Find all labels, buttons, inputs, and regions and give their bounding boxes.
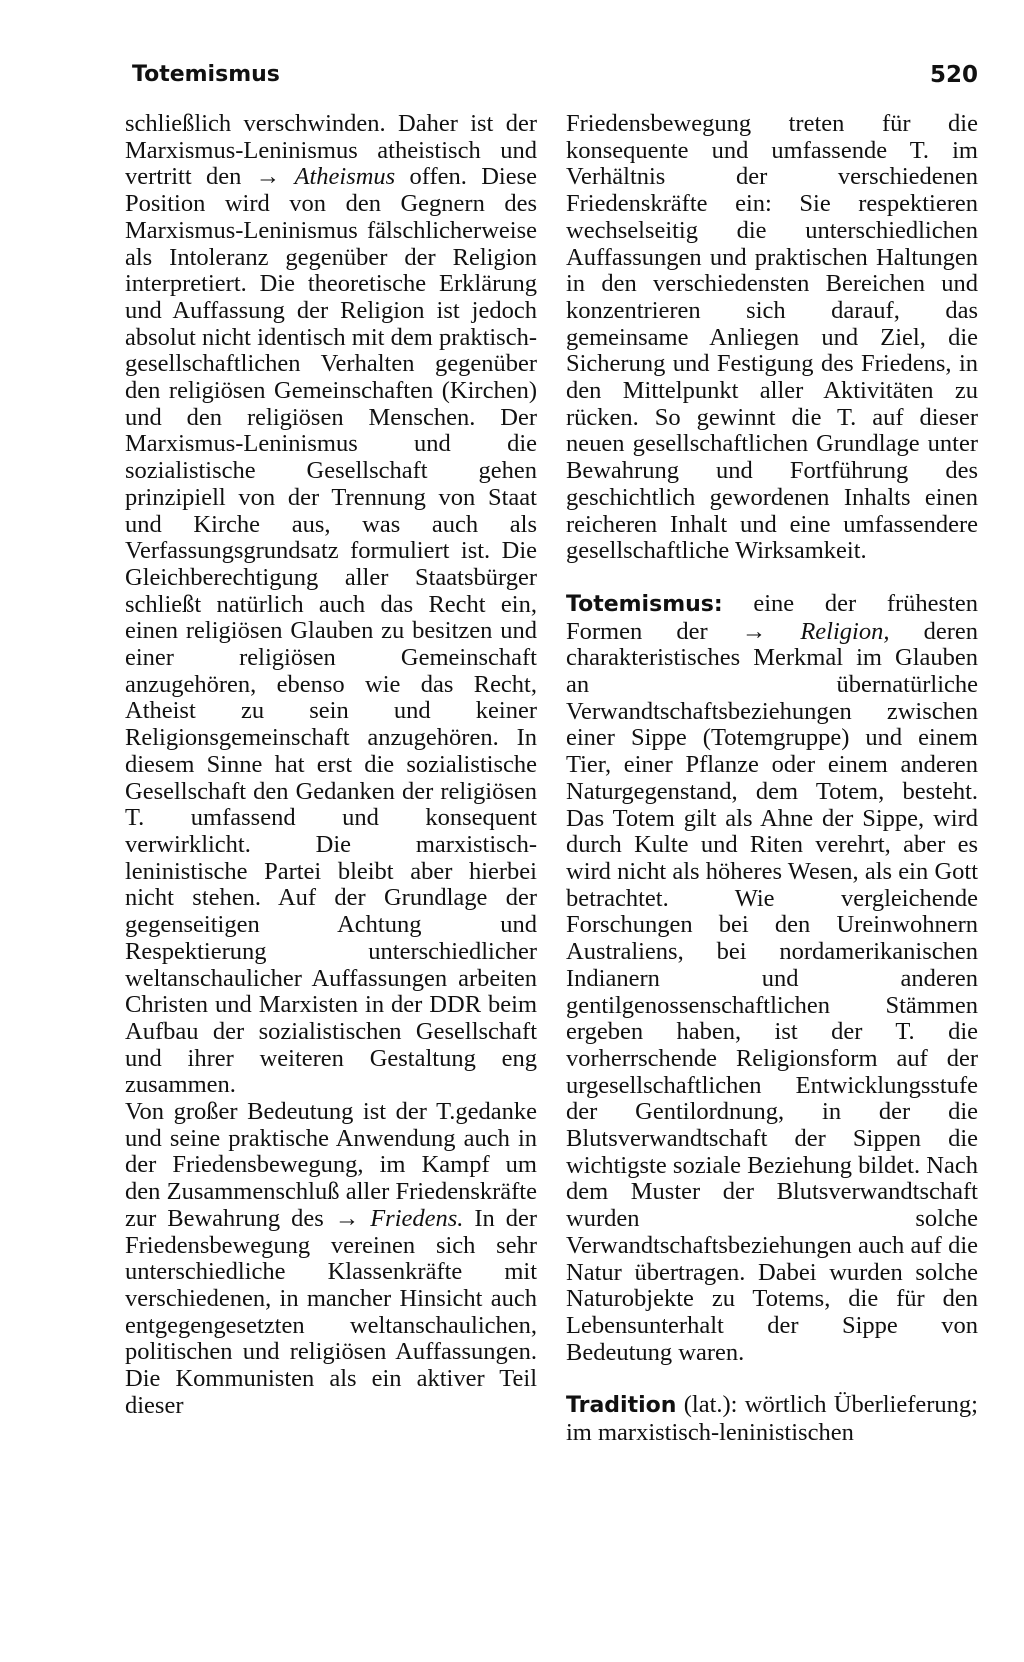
running-head: Totemismus [132, 62, 280, 87]
entry-tradition [566, 1392, 978, 1446]
paragraph [125, 1099, 537, 1419]
text-run: eine der frühesten Formen der → [566, 589, 978, 645]
text-run: In der Friedensbewegung vereinen sich sehr unterschiedliche Klassenkräfte mit verschiedenen, in mancher Hinsicht auch entgegengesetzten weltanschaulichen, politischen und religiösen Auffassungen. Die Kommunisten als ein aktiver Teil dieser [125, 1204, 537, 1419]
paragraph: Friedensbewegung treten für die konsequente und umfassende T. im Verhältnis der verschiedenen Friedenskräfte ein: Sie respektieren wechselseitig die unterschiedlichen Auffassungen und praktischen Haltungen in den verschiedensten Bereichen und konzentrieren sich darauf, das gemeinsame Anliegen und Ziel, die Sicherung und Festigung des Friedens, in den Mittelpunkt aller Aktivitäten zu rücken. So gewinnt die T. auf dieser neuen gesellschaftlichen Grundlage unter Bewahrung und Fortführung des geschichtlich gewordenen Inhalts einen reicheren Inhalt und eine umfassendere gesellschaftliche Wirksamkeit. [566, 110, 978, 565]
cross-reference-religion[interactable]: Religion, [800, 617, 890, 645]
cross-reference-friedens[interactable]: Friedens. [370, 1204, 464, 1232]
headword: Totemismus: [566, 591, 723, 617]
text-run: deren charakteristisches Merkmal im Glauben an übernatürliche Verwandtschaftsbeziehungen zwischen einer Sippe (Totemgruppe) und einem Tier, einer Pflanze oder einem anderen Naturgegenstand, dem Totem, besteht. Das Totem gilt als Ahne der Sippe, wird durch Kulte und Riten verehrt, aber es wird nicht als höheres Wesen, als ein Gott betrachtet. Wie vergleichende Forschungen bei den Ureinwohnern Australiens, bei nordamerikanischen Indianern und anderen gentilgenossenschaftlichen Stämmen ergeben haben, ist der T. die vorherrschende Religionsform auf der urgesellschaftlichen Entwicklungsstufe der Gentilordnung, in der die Blutsverwandtschaft der Sippen die wichtigste soziale Beziehung bildet. Nach dem Muster der Blutsverwandtschaft wurden solche Verwandtschaftsbeziehungen auch auf die Natur übertragen. Dabei wurden solche Naturobjekte zu Totems, die für den Lebensunterhalt der Sippe von Bedeutung waren. [566, 617, 978, 1366]
text-run: Von großer Bedeutung ist der T.gedanke und seine praktische Anwendung auch in der Friedensbewegung, im Kampf um den Zusammenschluß aller Friedenskräfte zur Bewahrung des → [125, 1098, 537, 1232]
headword: Tradition [566, 1393, 677, 1419]
page-number: 520 [929, 62, 978, 88]
paragraph [125, 111, 537, 1099]
text-run: (lat.): wörtlich Überlieferung; im marxistisch-leninistischen [566, 1391, 978, 1447]
cross-reference-atheismus[interactable]: Atheismus [294, 163, 396, 191]
text-run: offen. Diese Position wird von den Gegnern des Marxismus-Leninismus fälschlicherweise als Intoleranz gegenüber der Religion interpretiert. Die theoretische Erklärung und Auffassung der Religion ist jedoch absolut nicht identisch mit dem praktisch-gesellschaftlichen Verhalten gegenüber den religiösen Gemeinschaften (Kirchen) und den religiösen Menschen. Der Marxismus-Leninismus und die sozialistische Gesellschaft gehen prinzipiell von der Trennung von Staat und Kirche aus, was auch als Verfassungsgrundsatz formuliert ist. Die Gleichberechtigung aller Staatsbürger schließt natürlich auch das Recht ein, einen religiösen Glauben zu besitzen und einer religiösen Gemeinschaft anzugehören, ebenso wie das Recht, Atheist zu sein und keiner Religionsgemeinschaft anzugehören. In diesem Sinne hat erst die sozialistische Gesellschaft den Gedanken der religiösen T. umfassend und konsequent verwirklicht. Die marxistisch-leninistische Partei bleibt aber hierbei nicht stehen. Auf der Grundlage der gegenseitigen Achtung und Respektierung unterschiedlicher weltanschaulicher Auffassungen arbeiten Christen und Marxisten in der DDR beim Aufbau der sozialistischen Gesellschaft und ihrer weiteren Gestaltung eng zusammen. [125, 163, 537, 1099]
text-run: schließlich verschwinden. Daher ist der Marxismus-Leninismus atheistisch und vertritt den → [125, 110, 537, 191]
right-column [566, 111, 978, 1447]
left-column [125, 111, 537, 1419]
entry-totemismus [566, 591, 978, 1366]
